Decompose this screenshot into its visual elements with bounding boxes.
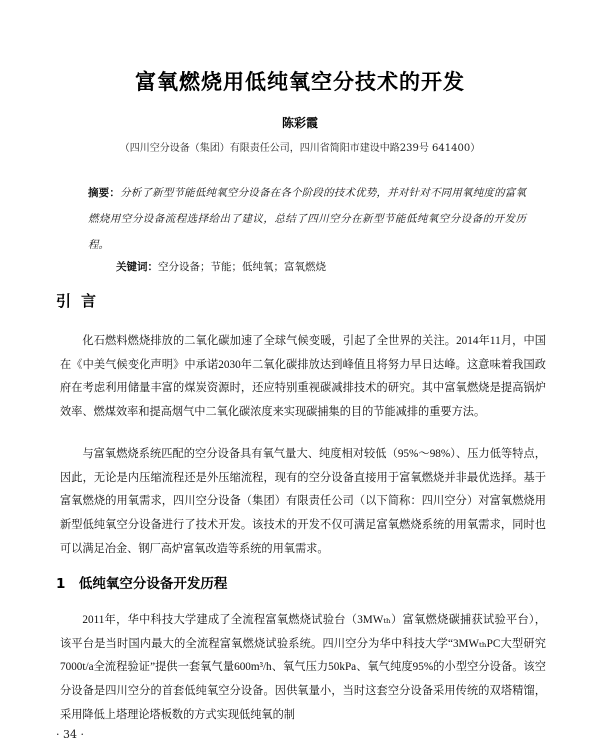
abstract — [88, 180, 526, 258]
page-number: · 34 · — [56, 728, 84, 741]
author-affiliation: （四川空分设备（集团）有限责任公司，四川省简阳市建设中路239号 641400） — [119, 143, 481, 154]
keywords-text: 空分设备；节能；低纯氧；富氧燃烧 — [158, 261, 326, 273]
keywords — [116, 259, 536, 274]
section-1-paragraph: 2011年，华中科技大学建成了全流程富氧燃烧试验台（3MWₜₕ）富氧燃烧碳捕获试验平台），该平台是当时国内最大的全流程富氧燃烧试验系统。四川空分为华中科技大学“3MWₜₕPC大型研究7000t/a全流程验证”提供一套氧气量600m³/h、氧气压力50kPa、氧气纯度95%的小型空分设备。该空分设备是四川空分的首套低纯氧空分设备。因供氧量小，当时这套空分设备采用传统的双塔精馏，采用降低上塔理论塔板数的方式实现低纯氧的制 — [60, 614, 546, 721]
paper-title: 富氧燃烧用低纯氧空分技术的开发 — [135, 70, 465, 94]
intro-paragraph-1: 化石燃料燃烧排放的二氧化碳加速了全球气候变暖，引起了全世界的关注。2014年11月，中国在《中美气候变化声明》中承诺2030年二氧化碳排放达到峰值且将努力早日达峰。这意味着我国政府在考虑利用储量丰富的煤炭资源时，还应特别重视碳减排技术的研究。其中富氧燃烧是提高锅炉效率、燃煤效率和提高烟气中二氧化碳浓度来实现碳捕集的目的节能减排的重要方法。 — [60, 335, 546, 418]
keywords-label: 关键词： — [116, 261, 158, 273]
intro-heading: 引言 — [56, 292, 107, 310]
section-1-heading: 1 低纯氧空分设备开发历程 — [56, 576, 228, 592]
abstract-text: 分析了新型节能低纯氧空分设备在各个阶段的技术优势，并对针对不同用氧纯度的富氧燃烧用空分设备流程选择给出了建议，总结了四川空分在新型节能低纯氧空分设备的开发历程。 — [88, 187, 526, 251]
abstract-label: 摘要： — [88, 187, 121, 199]
author-name: 陈彩霞 — [281, 116, 318, 130]
intro-paragraph-2: 与富氧燃烧系统匹配的空分设备具有氧气量大、纯度相对较低（95%～98%）、压力低等特点，因此，无论是内压缩流程还是外压缩流程，现有的空分设备直接用于富氧燃烧并非最优选择。基于富氧燃烧的用氧需求，四川空分设备（集团）有限责任公司（以下简称：四川空分）对富氧燃烧用新型低纯氧空分设备进行了技术开发。该技术的开发不仅可满足富氧燃烧系统的用氧需求，同时也可以满足冶金、钢厂高炉富氧改造等系统的用氧需求。 — [60, 448, 546, 555]
